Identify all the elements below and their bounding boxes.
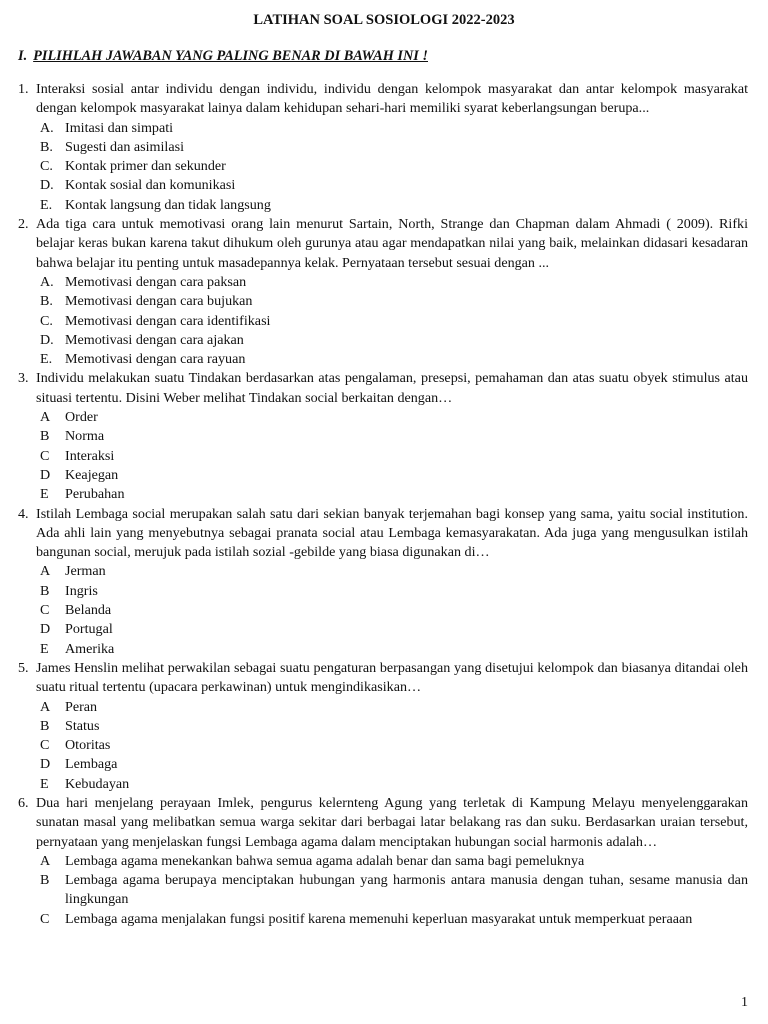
option-text: Memotivasi dengan cara paksan <box>65 273 247 290</box>
option-letter: D. <box>40 331 54 348</box>
option-letter: D. <box>40 177 54 194</box>
answer-option <box>0 138 768 157</box>
answer-option <box>0 119 768 138</box>
question-number: 4. <box>18 505 29 522</box>
answer-option <box>0 157 768 176</box>
question-item <box>0 80 768 119</box>
option-letter: A. <box>40 119 54 136</box>
question-item <box>0 215 768 273</box>
answer-option <box>0 292 768 311</box>
answer-option <box>0 408 768 427</box>
option-text: Perubahan <box>65 486 125 503</box>
answer-option <box>0 698 768 717</box>
question-number: 5. <box>18 659 29 676</box>
option-letter: A <box>40 409 51 426</box>
answer-option <box>0 427 768 446</box>
answer-option <box>0 312 768 331</box>
option-letter: D <box>40 621 51 638</box>
question-text: Istilah Lembaga social merupakan salah satu dari sekian banyak terjemahan bagi konsep yang sama, yaitu social institution. Ada ahli lain yang menyebutnya sebagai pranata social atau Lembaga kemasyarakatan. Ada juga yang mengusulkan istilah bangunan social, merujuk pada istilah sozial -gebilde yang biasa digunakan di… <box>36 505 748 561</box>
answer-option <box>0 601 768 620</box>
answer-option <box>0 582 768 601</box>
answer-option <box>0 871 768 910</box>
option-text: Amerika <box>65 640 115 657</box>
answer-option <box>0 755 768 774</box>
option-letter: E <box>40 486 49 503</box>
answer-option <box>0 176 768 195</box>
question-item <box>0 505 768 563</box>
option-letter: E. <box>40 351 53 368</box>
option-text: Sugesti dan asimilasi <box>65 138 185 155</box>
option-letter: E <box>40 775 49 792</box>
question-text: Interaksi sosial antar individu dengan individu, individu dengan kelompok masyarakat dan antar kelompok masyarakat dengan kelompok masyarakat lainya dalam kehidupan sehari-hari memiliki syarat keberlangsungan berupa... <box>36 81 748 117</box>
option-letter: B <box>40 428 50 445</box>
answer-option <box>0 485 768 504</box>
document-title: LATIHAN SOAL SOSIOLOGI 2022-2023 <box>253 12 515 28</box>
option-letter: A <box>40 698 51 715</box>
question-text: James Henslin melihat perwakilan sebagai suatu pengaturan berpasangan yang disetujui kelompok dan biasanya ditandai oleh suatu ritual tertentu (upacara perkawinan) untuk mengindikasikan… <box>36 659 748 696</box>
option-text: Lembaga <box>65 756 118 773</box>
answer-option <box>0 331 768 350</box>
section-label: PILIHLAH JAWABAN YANG PALING BENAR DI BAWAH INI ! <box>33 48 428 64</box>
answer-option <box>0 620 768 639</box>
option-text: Keajegan <box>65 466 119 483</box>
option-text: Lembaga agama berupaya menciptakan hubungan yang harmonis antara manusia dengan tuhan, sesame manusia dan lingkungan <box>65 872 748 908</box>
option-text: Memotivasi dengan cara bujukan <box>65 293 253 310</box>
question-number: 2. <box>18 216 29 233</box>
option-letter: B <box>40 717 50 734</box>
answer-option <box>0 910 768 929</box>
option-text: Order <box>65 409 98 426</box>
option-letter: C <box>40 737 50 754</box>
option-text: Imitasi dan simpati <box>65 119 174 136</box>
option-text: Interaksi <box>65 447 115 464</box>
answer-option <box>0 447 768 466</box>
answer-option <box>0 852 768 871</box>
option-text: Kontak langsung dan tidak langsung <box>65 196 271 213</box>
option-letter: A <box>40 852 51 869</box>
option-letter: B <box>40 872 50 889</box>
answer-option <box>0 775 768 794</box>
option-text: Kebudayan <box>65 775 130 792</box>
option-letter: E <box>40 640 49 657</box>
option-text: Jerman <box>65 563 106 580</box>
question-item <box>0 794 768 852</box>
section-marker: I. <box>18 48 28 64</box>
option-text: Memotivasi dengan cara rayuan <box>65 351 246 368</box>
question-item <box>0 659 768 698</box>
option-text: Portugal <box>65 621 113 638</box>
option-text: Norma <box>65 428 105 445</box>
option-letter: C <box>40 447 50 464</box>
answer-option <box>0 273 768 292</box>
option-text: Kontak sosial dan komunikasi <box>65 177 236 194</box>
option-letter: E. <box>40 196 53 213</box>
option-text: Memotivasi dengan cara ajakan <box>65 331 244 348</box>
question-number: 6. <box>18 794 29 811</box>
answer-option <box>0 640 768 659</box>
option-text: Memotivasi dengan cara identifikasi <box>65 312 271 329</box>
option-text: Peran <box>65 698 98 715</box>
option-letter: B. <box>40 293 53 310</box>
option-letter: D <box>40 466 51 483</box>
option-letter: C <box>40 602 50 619</box>
question-text: Individu melakukan suatu Tindakan berdasarkan atas pengalaman, presepsi, pemahaman dan atas suatu obyek stimulus atau situasi tertentu. Disini Weber melihat Tindakan social berkaitan dengan… <box>36 370 748 406</box>
answer-option <box>0 736 768 755</box>
option-letter: A. <box>40 273 54 290</box>
option-letter: D <box>40 756 51 773</box>
page-number: 1 <box>741 995 748 1010</box>
question-list <box>0 80 768 929</box>
answer-option <box>0 196 768 215</box>
answer-option <box>0 350 768 369</box>
option-letter: A <box>40 563 51 580</box>
answer-option <box>0 562 768 581</box>
option-letter: B. <box>40 138 53 155</box>
question-text: Dua hari menjelang perayaan Imlek, pengurus kelernteng Agung yang terletak di Kampung Melayu menyelenggarakan sunatan masal yang melibatkan semua warga sekitar dari berbagai latar belakang ras dan suku. Berdasarkan uraian tersebut, pernyataan yang menjelaskan fungsi Lembaga agama dalam menciptakan hubungan social harmonis adalah… <box>36 794 748 850</box>
option-text: Ingris <box>65 582 98 599</box>
option-text: Lembaga agama menjalakan fungsi positif karena memenuhi keperluan masyarakat untuk memperkuat peraaan <box>65 910 693 927</box>
section-heading <box>18 47 428 66</box>
option-letter: C <box>40 910 50 927</box>
option-text: Kontak primer dan sekunder <box>65 158 226 175</box>
question-item <box>0 369 768 408</box>
question-number: 3. <box>18 370 29 387</box>
answer-option <box>0 466 768 485</box>
option-text: Otoritas <box>65 737 111 754</box>
question-number: 1. <box>18 81 29 97</box>
option-letter: B <box>40 582 50 599</box>
option-letter: C. <box>40 312 53 329</box>
question-text: Ada tiga cara untuk memotivasi orang lain menurut Sartain, North, Strange dan Chapman dalam Ahmadi ( 2009). Rifki belajar keras bukan karena takut dihukum oleh gurunya atau agar mendapatkan nilai yang baik, melainkan didasari kesadaran bahwa belajar itu penting untuk masadepannya kelak. Pernyataan tersebut sesuai dengan ... <box>36 216 748 271</box>
option-text: Belanda <box>65 602 112 619</box>
answer-option <box>0 717 768 736</box>
option-letter: C. <box>40 158 53 175</box>
option-text: Lembaga agama menekankan bahwa semua agama adalah benar dan sama bagi pemeluknya <box>65 852 585 869</box>
option-text: Status <box>65 717 100 734</box>
